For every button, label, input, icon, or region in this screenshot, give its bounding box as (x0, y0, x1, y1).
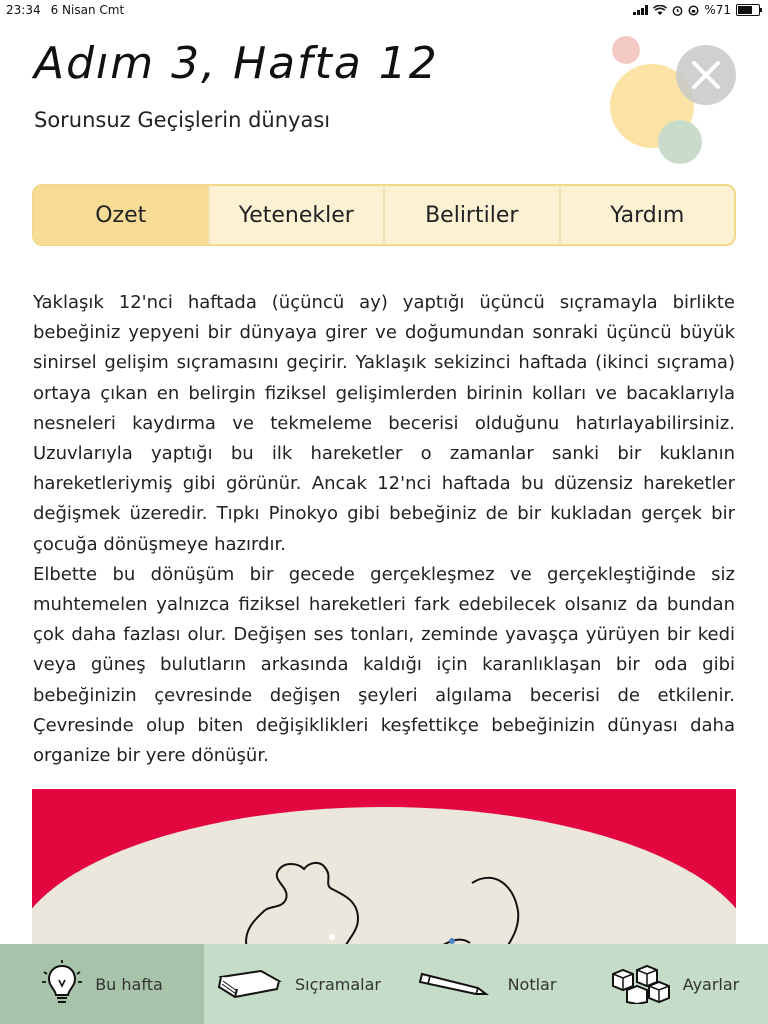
status-date: 6 Nisan Cmt (50, 3, 125, 17)
nav-label: Notlar (507, 974, 557, 994)
wifi-icon (653, 5, 667, 16)
tab-ozet[interactable]: Ozet (34, 186, 208, 244)
nav-label: Ayarlar (682, 974, 740, 994)
battery-percent: %71 (704, 3, 731, 17)
nav-item-sicramalar[interactable] (204, 944, 392, 1024)
nav-label: Sıçramalar (295, 974, 381, 994)
lightbulb-icon (41, 960, 83, 1008)
battery-icon (736, 4, 760, 16)
lock-rotation-icon (688, 5, 699, 16)
bottom-tab-bar (0, 944, 768, 1024)
close-icon (691, 60, 721, 90)
section-tabs (32, 184, 736, 246)
blocks-icon (609, 964, 671, 1004)
status-time: 23:34 (6, 3, 41, 17)
pencil-icon (416, 970, 496, 998)
nav-item-ayarlar[interactable] (580, 944, 768, 1024)
puppet-sketch-illustration (32, 789, 736, 949)
tab-belirtiler[interactable]: Belirtiler (383, 186, 559, 244)
nav-item-bu-hafta[interactable] (0, 944, 204, 1024)
book-icon (215, 969, 283, 999)
nav-label: Bu hafta (95, 974, 163, 994)
alarm-icon (672, 5, 683, 16)
close-button[interactable] (676, 45, 736, 105)
tab-yetenekler[interactable]: Yetenekler (208, 186, 384, 244)
illustration-image (32, 789, 736, 949)
paragraph: Elbette bu dönüşüm bir gecede gerçekleşmez ve gerçekleştiğinde siz muhtemelen yalnızca fiziksel hareketleri fark edebilecek olsanız da bundan çok daha fazlası olur. Değişen ses tonları, zeminde yavaşça yürüyen bir kedi veya güneş bulutların arkasında kaldığı için karanlıklaşan bir oda gibi bebeğinizin çevresinde değişen şeyleri algılama becerisi de etkilenir. Çevresinde olup biten değişiklikleri keşfettikçe bebeğinizin dünyası daha organize bir yere dönüşür. (33, 563, 735, 767)
page-title: Adım 3, Hafta 12 (34, 38, 439, 89)
paragraph: Yaklaşık 12'nci haftada (üçüncü ay) yaptığı üçüncü sıçramayla birlikte bebeğiniz yepyeni bir dünyaya girer ve doğumundan sonraki üçüncü büyük sinirsel gelişim sıçramasını geçirir. Yaklaşık sekizinci haftada (ikinci sıçrama) ortaya çıkan en belirgin fiziksel gelişimlerden birinin kolları ve bacaklarıyla nesneleri kaydırma ve tekmeleme becerisi olduğunu hatırlayabilirsiniz. Uzuvlarıyla yaptığı bu ilk hareketler o zamanlar sanki bir kuklanın hareketleriymiş gibi görünür. Ancak 12'nci haftada bu düzensiz hareketler değişmek üzeredir. Tıpkı Pinokyo gibi bebeğiniz de bir kukladan gerçek bir çocuğa dönüşmeye hazırdır. (33, 292, 735, 555)
tab-yardim[interactable]: Yardım (559, 186, 735, 244)
status-bar (0, 0, 768, 20)
summary-text (33, 288, 735, 771)
nav-item-notlar[interactable] (392, 944, 580, 1024)
signal-icon (633, 5, 648, 15)
page-subtitle: Sorunsuz Geçişlerin dünyası (34, 108, 331, 132)
decor-circle-green (658, 120, 702, 164)
decor-circle-pink (612, 36, 640, 64)
